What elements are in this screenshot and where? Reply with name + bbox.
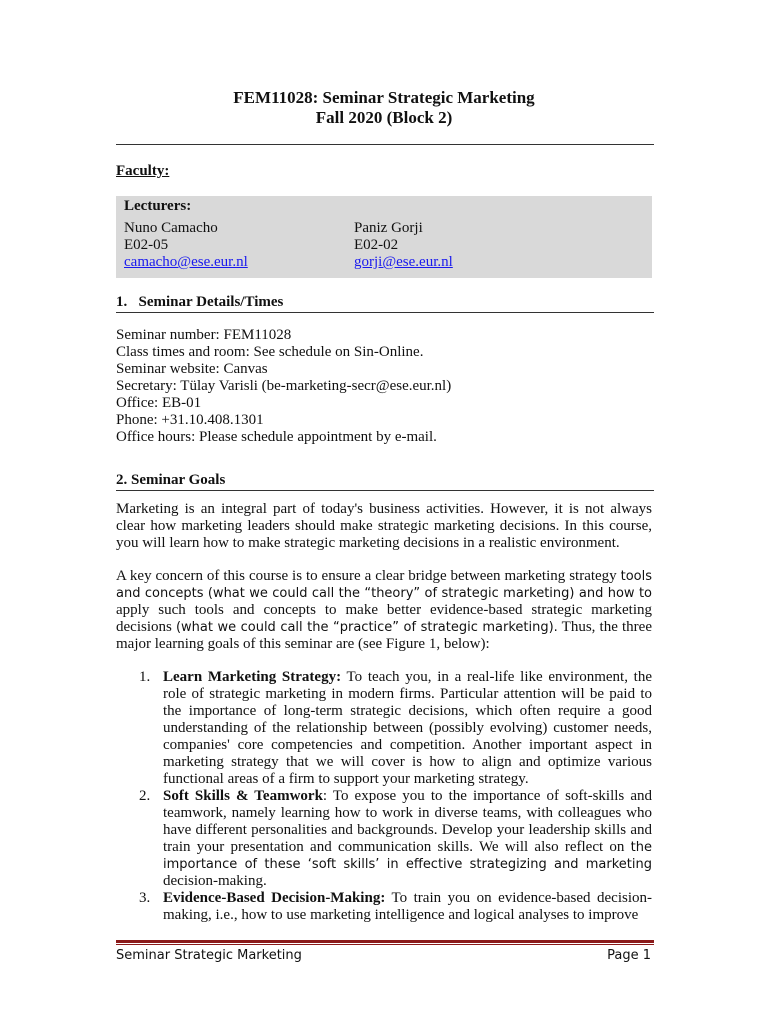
- paragraph-text: tools and concepts (what we could call the “theory” of strategic marketing) and how to: [116, 569, 652, 601]
- lecturer-name: Nuno Camacho: [124, 220, 218, 236]
- detail-line: Phone: +31.10.408.1301: [116, 412, 264, 428]
- goal-title: Learn Marketing Strategy:: [163, 669, 342, 685]
- goal-text: : To expose you to the importance of soft-skills and teamwork, namely learning how to work in diverse teams, with colleagues who have different personalities and backgrounds. Develop your leadership skills and train your presentation and communication skills. We will also reflect on: [163, 788, 652, 855]
- footer-title: Seminar Strategic Marketing: [116, 948, 302, 963]
- list-number: 3.: [139, 890, 151, 906]
- faculty-box: [116, 196, 652, 278]
- detail-line: Office: EB-01: [116, 395, 202, 411]
- title-divider: [116, 144, 654, 145]
- goal-text: To teach you, in a real-life like environment, the role of strategic marketing in modern firms. Particular attention will be paid to the importance of long-term strategic decisions, which often require a good understanding of the relationship between (possibly evolving) customer needs, companies' core competencies and competition. Another important aspect in marketing strategy that we will cover is how to align and optimize various functional areas of a firm to support your marketing strategy.: [163, 669, 652, 787]
- lecturer-room: E02-02: [354, 237, 399, 253]
- lecturer-room: E02-05: [124, 237, 169, 253]
- section-divider: [116, 312, 654, 313]
- learning-goals-list: [116, 669, 652, 924]
- goal-text: the importance of these ‘soft skills’ in effective strategizing and marketing: [163, 840, 652, 872]
- document-subtitle: Fall 2020 (Block 2): [315, 108, 453, 127]
- list-number: 1.: [139, 669, 151, 685]
- paragraph-text: apply such tools and concepts to make better evidence-based strategic marketing decisions: [116, 602, 652, 635]
- detail-line: Seminar number: FEM11028: [116, 327, 292, 343]
- goal-text: To train you on evidence-based decision-making, i.e., how to use marketing intelligence and logical analyses to improve: [163, 890, 652, 923]
- list-number: 2.: [139, 788, 151, 804]
- detail-line: Secretary: Tülay Varisli (be-marketing-secr@ese.eur.nl): [116, 378, 452, 394]
- faculty-heading: Faculty:: [116, 163, 170, 179]
- lecturer-email-link[interactable]: camacho@ese.eur.nl: [124, 254, 248, 270]
- section-heading-goals: 2. Seminar Goals: [116, 472, 226, 488]
- list-item: [116, 890, 652, 924]
- list-item: [116, 669, 652, 788]
- page-number: Page 1: [607, 948, 651, 963]
- section-divider: [116, 490, 654, 491]
- footer-rule: [116, 940, 654, 943]
- footer-rule: [116, 944, 654, 945]
- list-item: [116, 788, 652, 890]
- section-heading-details: 1. Seminar Details/Times: [116, 294, 284, 310]
- goal-text: decision-making.: [163, 873, 267, 889]
- lecturer-email-link[interactable]: gorji@ese.eur.nl: [354, 254, 453, 270]
- detail-line: Class times and room: See schedule on Sin-Online.: [116, 344, 424, 360]
- detail-line: Seminar website: Canvas: [116, 361, 268, 377]
- goals-paragraph: Marketing is an integral part of today's business activities. However, it is not always clear how marketing leaders should make strategic marketing decisions. In this course, you will learn how to make strategic marketing decisions in a realistic environment.: [116, 501, 652, 551]
- goal-title: Evidence-Based Decision-Making:: [163, 890, 386, 906]
- goal-title: Soft Skills & Teamwork: [163, 788, 323, 804]
- paragraph-text: A key concern of this course is to ensure a clear bridge between marketing strategy: [116, 568, 621, 584]
- goals-paragraph-2: [116, 568, 652, 653]
- lecturers-label: Lecturers:: [124, 198, 192, 214]
- lecturer-name: Paniz Gorji: [354, 220, 423, 236]
- paragraph-text: Thus, the three major learning goals of this seminar are (see Figure 1, below):: [116, 619, 652, 652]
- detail-line: Office hours: Please schedule appointment by e-mail.: [116, 429, 437, 445]
- document-title: FEM11028: Seminar Strategic Marketing: [233, 88, 535, 107]
- paragraph-text: (what we could call the “practice” of strategic marketing).: [175, 620, 558, 635]
